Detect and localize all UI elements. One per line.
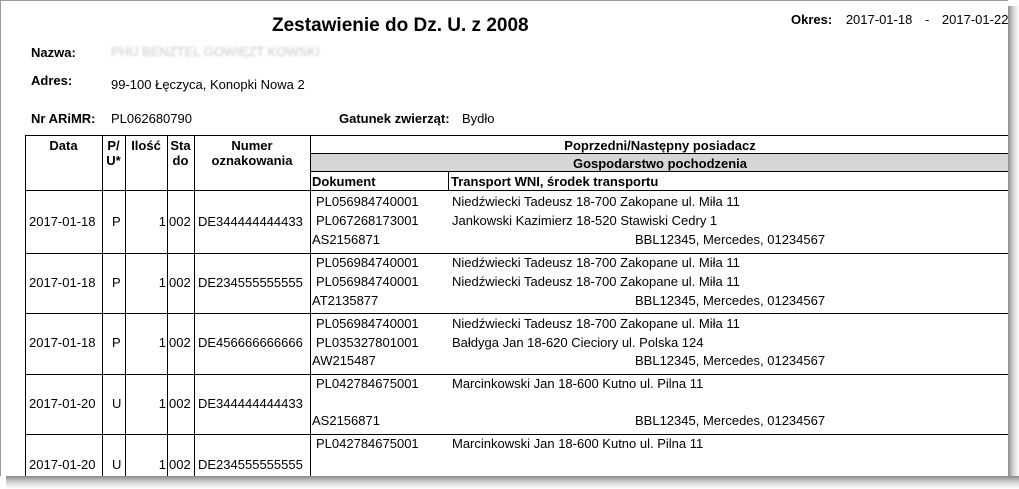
header-pu-2: U* [106,153,121,168]
row-tag: DE456666666666 [198,335,303,350]
arimr-field [31,111,96,126]
row-doc3: AW215487 [312,353,376,368]
name-field [31,45,76,60]
header-date: Data [49,138,78,153]
row-transport: BBL12345, Mercedes, 01234567 [635,413,826,428]
row-separator-4 [25,434,1008,435]
row-tag: DE344444444433 [198,396,303,411]
header-herd-1: Sta [170,138,191,153]
row-doc3: AS2156871 [312,413,380,428]
header-qty: Ilość [131,138,161,153]
row-doc1: PL056984740001 [316,316,419,331]
species-value: Bydło [462,111,495,126]
header-transport: Transport WNI, środek transportu [451,174,659,189]
row-transport: BBL12345, Mercedes, 01234567 [635,353,826,368]
row-owner: Marcinkowski Jan 18-600 Kutno ul. Pilna 11 [452,436,704,451]
row-pu: U [112,457,122,472]
row-qty: 1 [158,335,166,350]
col-line-doc [448,172,449,190]
row-farm: Bałdyga Jan 18-620 Cieciory ul. Polska 124 [452,335,704,350]
row-doc1: PL056984740001 [316,194,419,209]
species-field [339,111,450,126]
header-document: Dokument [312,174,376,189]
name-value: PHU BENZTEL GOWIĘZT KOWSKI [111,44,320,59]
row-herd: 002 [169,396,191,411]
col-line-4 [194,135,195,476]
row-qty: 1 [158,214,166,229]
row-transport: BBL12345, Mercedes, 01234567 [635,232,826,247]
row-date: 2017-01-18 [29,214,96,229]
row-farm: Niedźwiecki Tadeusz 18-700 Zakopane ul. Miła 11 [452,274,740,289]
col-line-2 [125,135,126,476]
row-tag: DE344444444433 [198,214,303,229]
period-date-from: 2017-01-18 [845,12,913,27]
row-date: 2017-01-18 [29,335,96,350]
row-pu: U [112,396,122,411]
row-herd: 002 [169,335,191,350]
row-date: 2017-01-20 [29,396,96,411]
header-herd-2: do [172,153,189,168]
page-shadow-bottom [6,476,1019,489]
farm-header-line [311,171,1008,172]
period-date-to: 2017-01-22 [941,12,1008,27]
row-pu: P [112,214,121,229]
col-line-5 [310,135,311,476]
row-pu: P [112,275,121,290]
name-label: Nazwa: [31,45,76,60]
row-herd: 002 [169,214,191,229]
period-separator: - [924,12,930,27]
header-farm: Gospodarstwo pochodzenia [572,156,748,171]
row-qty: 1 [158,457,166,472]
row-owner: Niedźwiecki Tadeusz 18-700 Zakopane ul. Miła 11 [452,255,740,270]
row-doc3: AS2156871 [312,232,380,247]
col-line-1 [102,135,103,476]
header-bottom-line [25,190,1008,191]
page-shadow-right [1008,6,1019,489]
species-label: Gatunek zwierząt: [339,111,450,126]
col-line-0 [25,135,26,476]
row-doc1: PL042784675001 [316,436,419,451]
owner-header-line [311,153,1008,154]
header-tag-1: Numer [231,138,273,153]
arimr-value: PL062680790 [111,111,192,126]
address-field [31,73,72,88]
row-date: 2017-01-20 [29,457,96,472]
address-value: 99-100 Łęczyca, Konopki Nowa 2 [111,77,305,92]
row-doc2: PL035327801001 [316,335,419,350]
livestock-table [25,135,1008,476]
report-title: Zestawienie do Dz. U. z 2008 [272,15,529,36]
header-owner: Poprzedni/Następny posiadacz [564,138,756,153]
report-period [791,12,1008,27]
row-doc2: PL056984740001 [316,274,419,289]
row-separator-2 [25,313,1008,314]
row-qty: 1 [158,396,166,411]
row-qty: 1 [158,275,166,290]
row-herd: 002 [169,457,191,472]
row-tag: DE234555555555 [198,457,303,472]
row-farm: Jankowski Kazimierz 18-520 Stawiski Cedry 1 [452,213,718,228]
row-separator-3 [25,374,1008,375]
row-separator-1 [25,253,1008,254]
row-doc2: PL067268173001 [316,213,419,228]
row-date: 2017-01-18 [29,275,96,290]
row-owner: Niedźwiecki Tadeusz 18-700 Zakopane ul. Miła 11 [452,316,740,331]
row-herd: 002 [169,275,191,290]
row-tag: DE234555555555 [198,275,303,290]
arimr-label: Nr ARiMR: [31,111,96,126]
period-label: Okres: [791,12,833,27]
table-top-line [25,135,1008,136]
header-tag-2: oznakowania [211,153,293,168]
row-doc1: PL056984740001 [316,255,419,270]
col-line-3 [167,135,168,476]
row-owner: Marcinkowski Jan 18-600 Kutno ul. Pilna 11 [452,376,704,391]
header-pu-1: P/ [107,138,120,153]
row-pu: P [112,335,121,350]
row-doc3: AT2135877 [312,293,379,308]
row-doc1: PL042784675001 [316,376,419,391]
row-owner: Niedźwiecki Tadeusz 18-700 Zakopane ul. Miła 11 [452,194,740,209]
row-transport: BBL12345, Mercedes, 01234567 [635,293,826,308]
address-label: Adres: [31,73,73,88]
